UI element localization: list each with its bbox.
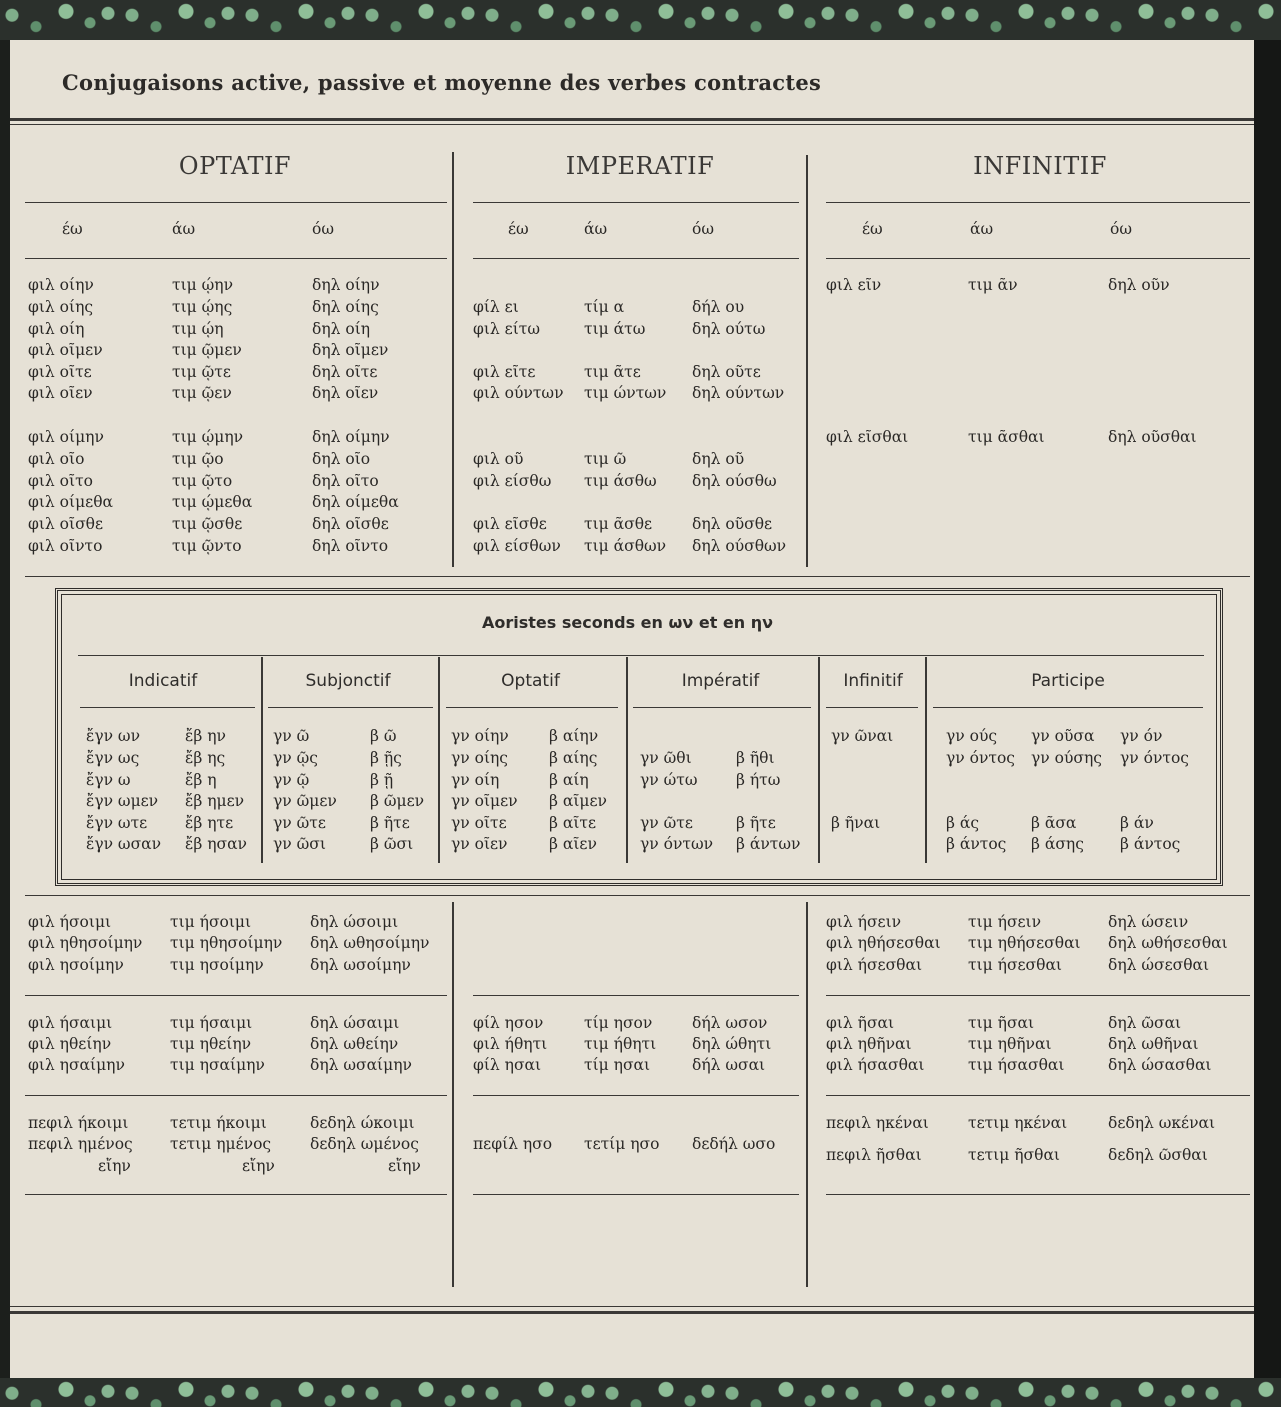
form: β ῶμεν [370, 792, 425, 810]
form: δηλ οίη [312, 320, 371, 338]
divider [818, 657, 820, 863]
form: φιλ ήθητι [473, 1035, 548, 1053]
form: τιμ ῆσαι [968, 1014, 1035, 1032]
form: τιμ ῷσθε [172, 515, 243, 533]
form: φίλ ησον [473, 1014, 544, 1032]
form: τιμ ῷμεν [172, 341, 242, 359]
rule [826, 995, 1250, 996]
form: πεφιλ ῆσθαι [826, 1146, 922, 1164]
section-optatif: OPTATIF [178, 152, 292, 180]
form: φιλ ήσοιμι [28, 913, 112, 931]
form: β αῖεν [549, 835, 597, 853]
form: φιλ οῦ [473, 450, 524, 468]
form: τιμ ῴμεθα [172, 493, 253, 511]
form: β ῆτε [370, 814, 410, 832]
form: β ῇ [370, 771, 394, 789]
form: τιμ ῶ [584, 450, 627, 468]
form: φίλ ει [473, 298, 519, 316]
form: δηλ οῖο [312, 450, 371, 468]
form: γν ῶτε [273, 814, 326, 832]
form: δηλ ούντων [692, 384, 785, 402]
form: β ήτω [736, 771, 781, 789]
form: τιμ ησαίμην [170, 1056, 265, 1074]
form: γν οῖτε [451, 814, 507, 832]
form: τιμ ῴη [172, 320, 224, 338]
form: τετιμ ήκοιμι [170, 1114, 267, 1132]
form: τιμ ῴην [172, 276, 234, 294]
rule [25, 202, 447, 203]
form: β άντων [736, 835, 801, 853]
form: γν οίης [451, 749, 508, 767]
rule [10, 118, 1254, 121]
form: β αῖμεν [549, 792, 607, 810]
form: τιμ ησοίμην [170, 956, 264, 974]
form: φιλ ηθῆναι [826, 1035, 912, 1053]
form: ἔβ ητε [185, 814, 234, 832]
rule [826, 202, 1250, 203]
form: δήλ ου [692, 298, 745, 316]
divider [806, 902, 808, 1287]
form: δηλ οῦν [1108, 276, 1170, 294]
col-aw: άω [172, 220, 196, 238]
form: β ᾶσα [1031, 814, 1077, 832]
form: δηλ οῖντο [312, 537, 389, 555]
form: δεδηλ ωκέναι [1108, 1114, 1216, 1132]
form: τιμ ᾶσθε [584, 515, 653, 533]
form: τίμ ησον [584, 1014, 653, 1032]
rule [473, 995, 799, 996]
form: β άς [946, 814, 980, 832]
form: εἴην [388, 1157, 421, 1175]
form: φιλ οῖτε [28, 363, 92, 381]
aorist-box [55, 588, 1223, 886]
form: γν ῶ [273, 727, 310, 745]
form: δηλ οῖμεν [312, 341, 389, 359]
head-participe: Participe [1031, 671, 1105, 691]
form: γν οίη [451, 771, 500, 789]
rule [25, 1095, 447, 1096]
form: γν όντων [640, 835, 714, 853]
rule [25, 576, 1250, 577]
form: δηλ ώσοιμι [310, 913, 399, 931]
form: τιμ άτω [584, 320, 646, 338]
marbled-cover-top [0, 0, 1281, 40]
rule [473, 202, 799, 203]
form: β άντος [1120, 835, 1181, 853]
form: δηλ οίης [312, 298, 379, 316]
form: β ῆναι [831, 814, 881, 832]
form: δεδηλ ωμένος [310, 1135, 419, 1153]
form: δηλ ώσαιμι [310, 1014, 400, 1032]
form: γν οῦσα [1031, 727, 1095, 745]
form: δήλ ωσαι [692, 1056, 766, 1074]
divider [452, 902, 454, 1287]
form: δηλ ῶσαι [1108, 1014, 1182, 1032]
form: δηλ ωθῆναι [1108, 1035, 1199, 1053]
form: β ῆτε [736, 814, 776, 832]
form: τιμ ήσοιμι [170, 913, 252, 931]
form: γν όν [1120, 727, 1163, 745]
form: εἴην [98, 1157, 131, 1175]
form: φιλ εῖν [826, 276, 882, 294]
form: δηλ οῦσθε [692, 515, 773, 533]
cover-edge [1254, 40, 1281, 1378]
form: δηλ οῦτε [692, 363, 761, 381]
head-imperatif: Impératif [681, 671, 760, 691]
form: ἔγν ω [86, 771, 131, 789]
form: ἔγν ωσαν [86, 835, 162, 853]
form: β αίη [549, 771, 589, 789]
form: δηλ ωσαίμην [310, 1056, 412, 1074]
form: τιμ ηθησοίμην [170, 934, 283, 952]
form: τιμ ᾶσθαι [968, 428, 1045, 446]
form: γν όντος [946, 749, 1015, 767]
page [10, 40, 1254, 1378]
form: γν οίην [451, 727, 509, 745]
rule [826, 1194, 1250, 1195]
form: φιλ είτω [473, 320, 541, 338]
aorist-title: Aoristes seconds en ων et en ην [482, 613, 774, 632]
form: β άντος [946, 835, 1007, 853]
form: δηλ οίην [312, 276, 380, 294]
form: γν ῶσι [273, 835, 326, 853]
section-imperatif: IMPERATIF [565, 152, 715, 180]
divider [626, 657, 628, 863]
form: δήλ ωσον [692, 1014, 768, 1032]
divider [261, 657, 263, 863]
col-ew: έω [508, 220, 529, 238]
col-ow: όω [312, 220, 334, 238]
form: φιλ ήσειν [826, 913, 902, 931]
form: δεδηλ ῶσθαι [1108, 1146, 1208, 1164]
form: φιλ είσθων [473, 537, 561, 555]
form: β ῶ [370, 727, 397, 745]
head-infinitif: Infinitif [843, 671, 903, 691]
form: φιλ οῖντο [28, 537, 103, 555]
form: δηλ οῖεν [312, 384, 379, 402]
divider [438, 657, 440, 863]
form: ἔβ ης [185, 749, 226, 767]
form: δηλ ώσειν [1108, 913, 1189, 931]
form: δηλ οῦσθαι [1108, 428, 1197, 446]
form: γν ῶμεν [273, 792, 337, 810]
form: δηλ ωθήσεσθαι [1108, 934, 1228, 952]
form: δηλ οίμεθα [312, 493, 399, 511]
form: τιμ ῷτε [172, 363, 231, 381]
form: πεφιλ ημένος [28, 1135, 133, 1153]
form: γν οῖμεν [451, 792, 518, 810]
rule [25, 258, 447, 259]
form: τιμ ᾶν [968, 276, 1018, 294]
form: δηλ ωθείην [310, 1035, 399, 1053]
form: γν ῶτε [640, 814, 693, 832]
form: ἔβ ην [185, 727, 226, 745]
rule [933, 707, 1203, 708]
form: β άν [1120, 814, 1154, 832]
form: τιμ ηθείην [170, 1035, 252, 1053]
form: φιλ οίμην [28, 428, 104, 446]
form: φιλ ησοίμην [28, 956, 124, 974]
col-ew: έω [62, 220, 83, 238]
form: τιμ άσθων [584, 537, 667, 555]
form: δεδήλ ωσο [692, 1135, 776, 1153]
form: β άσης [1031, 835, 1084, 853]
form: γν ούσης [1031, 749, 1102, 767]
form: τιμ ῷο [172, 450, 224, 468]
form: ἔβ ημεν [185, 792, 245, 810]
form: ἔγν ωμεν [86, 792, 159, 810]
form: δηλ ώθητι [692, 1035, 772, 1053]
form: τιμ άσθω [584, 472, 657, 490]
form: δηλ ούσθων [692, 537, 787, 555]
head-indicatif: Indicatif [128, 671, 198, 691]
form: φιλ ούντων [473, 384, 564, 402]
head-subjonctif: Subjonctif [305, 671, 391, 691]
form: φιλ οίην [28, 276, 94, 294]
form: τιμ ήσασθαι [968, 1056, 1065, 1074]
form: φιλ εῖσθαι [826, 428, 909, 446]
form: φιλ εῖσθε [473, 515, 547, 533]
form: τιμ ῷτο [172, 472, 233, 490]
form: γν ῷς [273, 749, 318, 767]
form: β αίης [549, 749, 598, 767]
form: ἔγν ων [86, 727, 140, 745]
divider [806, 155, 808, 567]
form: εἴην [242, 1157, 275, 1175]
form: τετιμ ημένος [170, 1135, 272, 1153]
section-infinitif: INFINITIF [973, 152, 1107, 180]
form: τιμ ῷεν [172, 384, 232, 402]
form: τιμ ηθῆναι [968, 1035, 1052, 1053]
form: τιμ ώντων [584, 384, 667, 402]
rule [25, 1194, 447, 1195]
form: γν όντος [1120, 749, 1189, 767]
form: δηλ ώσεσθαι [1108, 956, 1210, 974]
form: δεδηλ ώκοιμι [310, 1114, 415, 1132]
form: δηλ οῖτε [312, 363, 378, 381]
form: φιλ οῖσθε [28, 515, 104, 533]
form: γν ούς [946, 727, 998, 745]
col-ow: όω [1110, 220, 1132, 238]
form: φίλ ησαι [473, 1056, 542, 1074]
rule [473, 1194, 799, 1195]
form: φιλ εῖτε [473, 363, 536, 381]
rule [10, 1311, 1254, 1314]
rule [473, 258, 799, 259]
form: ἔβ ησαν [185, 835, 247, 853]
form: φιλ είσθω [473, 472, 552, 490]
form: φιλ ηθησοίμην [28, 934, 143, 952]
divider [925, 657, 927, 863]
rule [268, 707, 433, 708]
rule [78, 655, 1204, 656]
col-ew: έω [862, 220, 883, 238]
form: πεφιλ ηκέναι [826, 1114, 929, 1132]
divider [452, 152, 454, 567]
form: φιλ ήσαιμι [28, 1014, 113, 1032]
form: β ῆθι [736, 749, 775, 767]
form: δηλ οῖτο [312, 472, 379, 490]
rule [826, 1095, 1250, 1096]
rule [25, 995, 447, 996]
form: ἔβ η [185, 771, 217, 789]
form: γν ῶθι [640, 749, 692, 767]
form: τιμ ήθητι [584, 1035, 657, 1053]
rule [10, 1306, 1254, 1307]
form: τετιμ ῆσθαι [968, 1146, 1061, 1164]
form: πεφίλ ησο [473, 1135, 553, 1153]
marbled-cover-bottom [0, 1378, 1281, 1407]
form: δηλ ωθησοίμην [310, 934, 430, 952]
form: φιλ οίη [28, 320, 85, 338]
form: γν οῖεν [451, 835, 508, 853]
form: ἔγν ως [86, 749, 140, 767]
form: φιλ ήσασθαι [826, 1056, 925, 1074]
form: τιμ ήσειν [968, 913, 1042, 931]
form: φιλ οῖεν [28, 384, 93, 402]
form: τιμ ήσεσθαι [968, 956, 1063, 974]
form: τίμ α [584, 298, 625, 316]
rule [446, 707, 618, 708]
form: φιλ οίμεθα [28, 493, 113, 511]
form: δηλ ούτω [692, 320, 766, 338]
head-optatif: Optatif [501, 671, 560, 691]
rule [80, 707, 255, 708]
form: τιμ ῷντο [172, 537, 242, 555]
form: β αῖτε [549, 814, 597, 832]
form: δηλ οῖσθε [312, 515, 389, 533]
form: γν ώτω [640, 771, 698, 789]
form: πεφιλ ήκοιμι [28, 1114, 129, 1132]
page-title: Conjugaisons active, passive et moyenne des verbes contractes [62, 70, 822, 95]
form: φιλ ηθείην [28, 1035, 112, 1053]
form: φιλ ησαίμην [28, 1056, 125, 1074]
form: φιλ ήσεσθαι [826, 956, 923, 974]
form: τετίμ ησο [584, 1135, 660, 1153]
form: δηλ ούσθω [692, 472, 777, 490]
form: τιμ ήσαιμι [170, 1014, 253, 1032]
form: φιλ οῖο [28, 450, 85, 468]
form: τιμ ῴμην [172, 428, 244, 446]
col-aw: άω [584, 220, 608, 238]
form: δηλ οίμην [312, 428, 390, 446]
form: γν ῷ [273, 771, 310, 789]
form: τιμ ῴης [172, 298, 233, 316]
form: ἔγν ωτε [86, 814, 148, 832]
form: φιλ οῖμεν [28, 341, 103, 359]
rule [10, 124, 1254, 125]
form: γν ῶναι [831, 727, 894, 745]
col-aw: άω [970, 220, 994, 238]
form: φιλ ῆσαι [826, 1014, 895, 1032]
rule [633, 707, 811, 708]
rule [826, 258, 1250, 259]
form: δηλ ωσοίμην [310, 956, 411, 974]
rule [826, 707, 918, 708]
form: τετιμ ηκέναι [968, 1114, 1068, 1132]
form: φιλ οῖτο [28, 472, 93, 490]
form: δηλ οῦ [692, 450, 745, 468]
form: β αίην [549, 727, 599, 745]
form: φιλ ηθήσεσθαι [826, 934, 941, 952]
form: β ῇς [370, 749, 402, 767]
form: τίμ ησαι [584, 1056, 651, 1074]
form: τιμ ᾶτε [584, 363, 641, 381]
rule [25, 895, 1250, 896]
form: φιλ οίης [28, 298, 94, 316]
form: τιμ ηθήσεσθαι [968, 934, 1081, 952]
rule [473, 1095, 799, 1096]
form: δηλ ώσασθαι [1108, 1056, 1212, 1074]
col-ow: όω [692, 220, 714, 238]
form: β ῶσι [370, 835, 414, 853]
